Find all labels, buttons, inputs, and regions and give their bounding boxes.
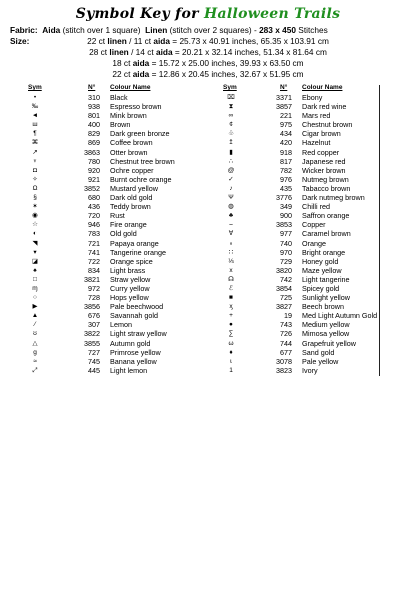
table-row (24, 102, 380, 111)
symbol-left: ☆ (32, 221, 38, 229)
size-line-pre: 28 ct (89, 47, 110, 57)
symbol-right: 1 (229, 366, 233, 374)
colour-name-right: Pale yellow (302, 356, 339, 366)
symbol-right: ♪ (229, 184, 233, 192)
symbol-right: ♦ (229, 348, 233, 356)
colour-name-right: Nutmeg brown (302, 174, 349, 184)
thread-number-right: 677 (280, 347, 292, 357)
table-row (24, 239, 380, 248)
symbol-right: ∘ (228, 239, 234, 247)
thread-number-left: 721 (88, 238, 100, 248)
size-label: Size: (10, 36, 30, 46)
colour-name-left: Orange spice (110, 256, 153, 266)
symbol-left: ⤢ (32, 366, 38, 374)
thread-number-left: 3822 (84, 329, 100, 339)
table-row (24, 329, 380, 338)
symbol-left: ◄ (31, 112, 39, 120)
thread-number-right: 3857 (276, 102, 292, 112)
colour-name-right: Maze yellow (302, 265, 342, 275)
stitches-label: Stitches (298, 25, 328, 35)
colour-name-left: Espresso brown (110, 102, 162, 112)
colour-name-right: Cigar brown (302, 129, 341, 139)
size-line-post: = 25.73 x 40.91 inches, 65.35 x 103.91 cm (169, 36, 329, 46)
colour-name-right: Mars red (302, 111, 331, 121)
table-row (24, 266, 380, 275)
thread-number-left: 921 (88, 174, 100, 184)
thread-number-left: 3863 (84, 147, 100, 157)
symbol-right: ☊ (228, 275, 234, 283)
symbol-right: ◍ (228, 203, 234, 211)
header-sym-left: Sym (28, 84, 42, 91)
table-row (24, 320, 380, 329)
table-row (24, 202, 380, 211)
size-line-k2: aida (132, 69, 150, 79)
table-row (24, 248, 380, 257)
thread-number-left: 436 (88, 202, 100, 212)
size-line-mid: / 11 ct (126, 36, 154, 46)
symbol-right: ⧗ (228, 103, 234, 111)
table-row (24, 302, 380, 311)
stitches-count: 283 x 450 (259, 25, 296, 35)
thread-number-right: 976 (280, 174, 292, 184)
symbol-right: ♧ (228, 130, 234, 138)
colour-name-left: Light straw yellow (110, 329, 167, 339)
thread-number-left: 676 (88, 311, 100, 321)
header-colour-left: Colour Name (110, 84, 151, 91)
symbol-left: ▶ (32, 303, 38, 311)
symbol-right: ▮ (229, 148, 233, 156)
table-row (24, 257, 380, 266)
size-line-pre: 22 ct (112, 69, 133, 79)
symbol-right: ■ (229, 294, 233, 302)
colour-name-left: Light brass (110, 265, 146, 275)
colour-name-right: Copper (302, 220, 326, 230)
size-line (0, 69, 416, 79)
colour-name-right: Sunlight yellow (302, 293, 350, 303)
colour-name-left: Chestnut tree brown (110, 156, 175, 166)
colour-name-right: Japanese red (302, 156, 346, 166)
symbol-right: @ (227, 166, 235, 174)
thread-number-right: 742 (280, 274, 292, 284)
symbol-left: ♆ (32, 157, 38, 165)
colour-name-right: Beech brown (302, 302, 344, 312)
table-row (24, 166, 380, 175)
symbol-left: ◪ (31, 257, 39, 265)
fabric-label: Fabric: (10, 25, 38, 35)
symbol-right: Ɐ (228, 230, 234, 238)
header-sym-right: Sym (223, 84, 237, 91)
symbol-left: ∕ (34, 321, 36, 329)
symbol-right: ↥ (228, 139, 234, 147)
symbol-right: ∷ (228, 248, 234, 256)
symbol-right: ω (228, 339, 234, 347)
thread-number-right: 744 (280, 338, 292, 348)
symbol-left: ¶ (33, 130, 37, 138)
size-line-mid: / 14 ct (128, 47, 156, 57)
table-row (24, 111, 380, 120)
symbol-left: ɱ (32, 284, 38, 292)
symbol-right: ∑ (228, 330, 234, 338)
table-row (24, 211, 380, 220)
table-row (24, 357, 380, 366)
table-row (24, 138, 380, 147)
symbol-left: ▾ (33, 248, 37, 256)
thread-number-right: 435 (280, 183, 292, 193)
fabric-aida: Aida (42, 25, 61, 35)
symbol-right: Ψ (228, 194, 234, 202)
table-row (24, 339, 380, 348)
table-row (24, 93, 380, 102)
colour-name-right: Medium yellow (302, 320, 350, 330)
thread-number-right: 3776 (276, 193, 292, 203)
colour-name-right: Bright orange (302, 247, 346, 257)
symbol-right: ✓ (228, 175, 234, 183)
thread-number-right: 817 (280, 156, 292, 166)
size-line-k2: aida (153, 36, 170, 46)
page-title (0, 6, 416, 22)
thread-number-left: 829 (88, 129, 100, 139)
symbol-left: ◐ (33, 230, 37, 238)
thread-number-right: 743 (280, 320, 292, 330)
colour-name-left: Otter brown (110, 147, 148, 157)
colour-name-left: Lemon (110, 320, 132, 330)
thread-number-right: 729 (280, 256, 292, 266)
thread-number-left: 745 (88, 356, 100, 366)
colour-name-left: Curry yellow (110, 283, 150, 293)
thread-number-left: 783 (88, 229, 100, 239)
table-row (24, 157, 380, 166)
table-row (24, 148, 380, 157)
colour-name-left: Papaya orange (110, 238, 159, 248)
title-prefix: Symbol Key for (75, 6, 204, 22)
size-line-pre: 18 ct (112, 58, 133, 68)
symbol-right: ⌣ (228, 221, 234, 229)
thread-number-right: 918 (280, 147, 292, 157)
thread-number-right: 420 (280, 138, 292, 148)
table-row (24, 129, 380, 138)
thread-number-right: 726 (280, 329, 292, 339)
colour-name-left: Pale beechwood (110, 302, 164, 312)
symbol-left: □ (33, 275, 37, 283)
table-row (24, 284, 380, 293)
thread-number-left: 680 (88, 193, 100, 203)
colour-name-right: Spicey gold (302, 283, 340, 293)
thread-number-left: 727 (88, 347, 100, 357)
symbol-right: ● (229, 321, 233, 329)
colour-name-left: Brown (110, 120, 131, 130)
thread-number-right: 221 (280, 111, 292, 121)
size-line-k1: linen (107, 36, 127, 46)
table-row (24, 293, 380, 302)
colour-name-left: Teddy brown (110, 202, 151, 212)
symbol-left: § (33, 194, 37, 202)
colour-name-right: Saffron orange (302, 211, 350, 221)
thread-number-left: 310 (88, 93, 100, 102)
thread-number-left: 920 (88, 165, 100, 175)
symbol-right: ɩ (230, 357, 232, 365)
thread-number-right: 3854 (276, 283, 292, 293)
size-line (0, 47, 416, 57)
symbol-left: ◥ (32, 239, 38, 247)
thread-number-left: 869 (88, 138, 100, 148)
thread-number-left: 938 (88, 102, 100, 112)
symbol-left: Ω (32, 184, 38, 192)
thread-number-right: 3820 (276, 265, 292, 275)
size-line-post: = 15.72 x 25.00 inches, 39.93 x 63.50 cm (149, 58, 304, 68)
size-line-post: = 20.21 x 32.14 inches, 51.34 x 81.64 cm (172, 47, 327, 57)
size-line-pre: 22 ct (87, 36, 108, 46)
symbol-right: ӽ (229, 303, 233, 311)
table-row (24, 311, 380, 320)
table-row (24, 184, 380, 193)
colour-name-left: Straw yellow (110, 274, 151, 284)
thread-number-left: 3856 (84, 302, 100, 312)
colour-name-left: Fire orange (110, 220, 147, 230)
thread-number-left: 400 (88, 120, 100, 130)
colour-name-left: Burnt ochre orange (110, 174, 172, 184)
colour-name-right: Chilli red (302, 202, 330, 212)
thread-number-right: 725 (280, 293, 292, 303)
thread-number-right: 3853 (276, 220, 292, 230)
colour-name-right: Tabacco brown (302, 183, 351, 193)
colour-name-left: Mink brown (110, 111, 147, 121)
thread-number-right: 970 (280, 247, 292, 257)
table-row (24, 193, 380, 202)
colour-name-left: Rust (110, 211, 125, 221)
symbol-left: ⌘ (31, 139, 39, 147)
thread-number-right: 740 (280, 238, 292, 248)
thread-number-right: 977 (280, 229, 292, 239)
thread-number-left: 3821 (84, 274, 100, 284)
colour-name-left: Old gold (110, 229, 137, 239)
size-line-k2: aida (132, 58, 150, 68)
table-row (24, 275, 380, 284)
colour-name-right: Chestnut brown (302, 120, 353, 130)
symbol-right: ∴ (228, 157, 234, 165)
thread-number-left: 728 (88, 293, 100, 303)
colour-name-left: Banana yellow (110, 356, 157, 366)
size-line-k2: aida (155, 47, 173, 57)
thread-number-left: 722 (88, 256, 100, 266)
key-rows (24, 93, 380, 375)
title-pattern-name: Halloween Trails (203, 6, 341, 22)
thread-number-left: 307 (88, 320, 100, 330)
thread-number-right: 975 (280, 120, 292, 130)
size-line-k1: linen (109, 47, 129, 57)
size-line-post: = 12.86 x 20.45 inches, 32.67 x 51.95 cm (149, 69, 304, 79)
thread-number-left: 445 (88, 365, 100, 375)
colour-name-left: Mustard yellow (110, 183, 158, 193)
thread-number-left: 834 (88, 265, 100, 275)
symbol-right: + (229, 312, 233, 320)
thread-number-left: 801 (88, 111, 100, 121)
thread-number-right: 19 (284, 311, 292, 321)
symbol-left: ‰ (31, 103, 39, 111)
thread-number-right: 3078 (276, 356, 292, 366)
table-row (24, 120, 380, 129)
colour-name-left: Hops yellow (110, 293, 149, 303)
thread-number-left: 780 (88, 156, 100, 166)
colour-name-left: Dark green bronze (110, 129, 170, 139)
thread-number-right: 434 (280, 129, 292, 139)
symbol-left: ◉ (32, 212, 38, 220)
symbol-left: ○ (33, 294, 37, 302)
colour-name-left: Autumn gold (110, 338, 151, 348)
colour-name-left: Coffee brown (110, 138, 153, 148)
symbol-left: ◘ (33, 166, 37, 174)
thread-number-left: 3852 (84, 183, 100, 193)
symbol-right: ♣ (228, 212, 234, 220)
fabric-line (10, 25, 328, 35)
symbol-left: ш (32, 121, 38, 129)
colour-name-right: Caramel brown (302, 229, 351, 239)
colour-name-left: Primrose yellow (110, 347, 161, 357)
header-no-left: N° (88, 84, 96, 91)
colour-name-right: Grapefruit yellow (302, 338, 356, 348)
colour-name-right: Ivory (302, 365, 318, 375)
thread-number-right: 900 (280, 211, 292, 221)
symbol-right: ⅓ (228, 257, 234, 265)
fabric-aida-note: (stitch over 1 square) (62, 25, 141, 35)
colour-name-right: Red copper (302, 147, 340, 157)
colour-name-right: Hazelnut (302, 138, 331, 148)
colour-name-left: Dark old gold (110, 193, 153, 203)
colour-name-right: Honey gold (302, 256, 339, 266)
table-row (24, 175, 380, 184)
thread-number-left: 946 (88, 220, 100, 230)
thread-number-left: 3855 (84, 338, 100, 348)
colour-name-right: Sand gold (302, 347, 335, 357)
symbol-left: ▲ (31, 312, 39, 320)
colour-name-left: Tangerine orange (110, 247, 166, 257)
symbol-right: ℰ (229, 284, 233, 292)
symbol-left: ≈ (33, 357, 37, 365)
thread-number-right: 349 (280, 202, 292, 212)
size-line (0, 58, 416, 68)
colour-name-left: Ochre copper (110, 165, 154, 175)
thread-number-right: 782 (280, 165, 292, 175)
header-colour-right: Colour Name (302, 84, 343, 91)
table-row (24, 348, 380, 357)
colour-name-right: Mimosa yellow (302, 329, 350, 339)
colour-name-left: Light lemon (110, 365, 148, 375)
thread-number-right: 3823 (276, 365, 292, 375)
colour-name-right: Dark red wine (302, 102, 347, 112)
fabric-linen: Linen (145, 25, 168, 35)
symbol-left: ✧ (32, 175, 38, 183)
symbol-left: g (33, 348, 37, 356)
size-line (0, 36, 416, 46)
symbol-right: ∞ (228, 112, 234, 120)
colour-name-right: Orange (302, 238, 326, 248)
symbol-left: ʊ (33, 330, 37, 338)
fabric-linen-note: (stitch over 2 squares) - (169, 25, 257, 35)
colour-name-left: Savannah gold (110, 311, 158, 321)
table-row (24, 229, 380, 238)
thread-number-right: 3371 (276, 93, 292, 102)
header-no-right: N° (280, 84, 288, 91)
thread-number-right: 3827 (276, 302, 292, 312)
symbol-right: x (229, 266, 233, 274)
table-row (24, 366, 380, 375)
symbol-left: △ (32, 339, 38, 347)
thread-number-left: 720 (88, 211, 100, 221)
symbol-key-table (24, 84, 380, 375)
colour-name-right: Dark nutmeg brown (302, 193, 365, 203)
symbol-left: ♠ (33, 266, 37, 274)
symbol-left: ↗ (32, 148, 38, 156)
table-row (24, 220, 380, 229)
colour-name-right: Light tangerine (302, 274, 350, 284)
thread-number-left: 972 (88, 283, 100, 293)
symbol-right: ⌧ (227, 94, 235, 101)
colour-name-right: Ebony (302, 93, 323, 102)
colour-name-left: Black (110, 93, 128, 102)
symbol-left: ✶ (32, 203, 38, 211)
symbol-right: ¢ (229, 121, 233, 129)
symbol-left: • (33, 94, 37, 101)
colour-name-right: Wicker brown (302, 165, 346, 175)
colour-name-right: Med Light Autumn Gold (302, 311, 378, 321)
thread-number-left: 741 (88, 247, 100, 257)
